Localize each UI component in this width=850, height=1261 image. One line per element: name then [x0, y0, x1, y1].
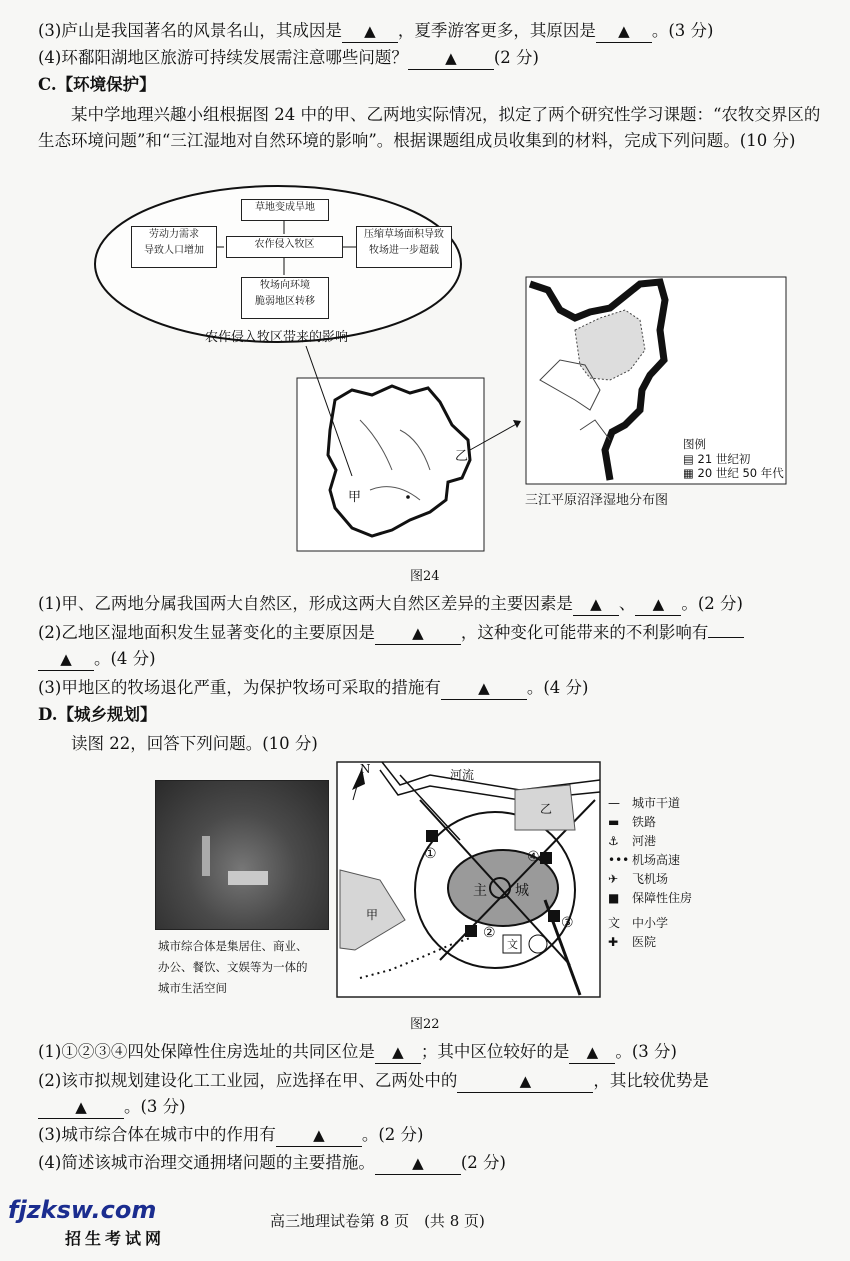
question-d1: (1)①②③④四处保障性住房选址的共同区位是 ▲ ；其中区位较好的是 ▲ 。(3 分) — [38, 1041, 677, 1064]
photo-caption-line: 城市综合体是集居住、商业、 — [158, 939, 308, 953]
photo-caption-line: 办公、餐饮、文娱等为一体的 — [158, 960, 308, 974]
wetland-legend-item: ▤ 21 世纪初 — [683, 452, 751, 466]
question-c2: (2)乙地区湿地面积发生显著变化的主要原因是 ▲ ，这种变化可能带来的不利影响有 — [38, 622, 744, 645]
river-label: 河流 — [450, 768, 475, 782]
label-jia: 甲 — [348, 490, 362, 505]
zone-jia-label: 甲 — [366, 908, 379, 922]
site-2: ② — [483, 925, 496, 941]
question-d4: (4)简述该城市治理交通拥堵问题的主要措施。 ▲ (2 分) — [38, 1152, 506, 1175]
answer-blank[interactable]: ▲ — [596, 20, 652, 43]
figure-22-caption: 图22 — [410, 1017, 440, 1032]
question-d3: (3)城市综合体在城市中的作用有 ▲ 。(2 分) — [38, 1124, 424, 1147]
section-d-title: D.【城乡规划】 — [38, 705, 157, 724]
site-4: ④ — [527, 849, 540, 865]
school-mark: 文 — [507, 938, 518, 951]
main-city-label: 城 — [515, 883, 529, 899]
photo-caption-line: 城市生活空间 — [158, 981, 227, 995]
answer-blank[interactable]: ▲ — [38, 1096, 124, 1119]
wetland-legend-item: ▦ 20 世纪 50 年代 — [683, 466, 784, 480]
answer-blank[interactable]: ▲ — [276, 1124, 362, 1147]
legend-item: ■ 保障性住房 — [608, 891, 693, 905]
wetland-legend-title: 图例 — [683, 437, 706, 451]
legend-item: 文 中小学 — [608, 916, 669, 930]
main-city-label: 主 — [473, 883, 487, 899]
map-legend — [608, 794, 692, 952]
answer-blank[interactable]: ▲ — [573, 593, 619, 616]
legend-item: ✚ 医院 — [608, 935, 657, 949]
box-labor-demand: 劳动力需求 导致人口增加 — [131, 226, 217, 268]
ellipse-caption: 农作侵入牧区带来的影响 — [205, 330, 349, 345]
question-c1: (1)甲、乙两地分属我国两大自然区，形成这两大自然区差异的主要因素是 ▲ 、 ▲ 。(2 分) — [38, 593, 743, 616]
section-d-intro: 读图 22，回答下列问题。(10 分) — [71, 734, 318, 753]
box-pasture-migration: 牧场向环境 脆弱地区转移 — [241, 277, 329, 319]
zone-yi-label: 乙 — [540, 802, 553, 816]
answer-blank[interactable]: ▲ — [635, 593, 681, 616]
site-logo-subtitle: 招生考试网 — [65, 1229, 166, 1248]
legend-item: ▬ 铁路 — [608, 815, 657, 829]
answer-blank[interactable]: ▲ — [375, 1152, 461, 1175]
question-d2-cont: ▲ 。(3 分) — [38, 1096, 186, 1119]
answer-blank[interactable]: ▲ — [408, 47, 494, 70]
question-c2-cont: ▲ 。(4 分) — [38, 648, 156, 671]
section-c-intro: 某中学地理兴趣小组根据图 24 中的甲、乙两地实际情况，拟定了两个研究性学习课题：“农牧交界区的生态环境问题”和“三江湿地对自然环境的影响”。根据课题组成员收集到的材料，完成下列问题。(10 分) — [38, 105, 821, 150]
answer-blank[interactable]: ▲ — [375, 622, 461, 645]
site-logo: fjzksw.com — [8, 1196, 157, 1224]
question-4: (4)环鄱阳湖地区旅游可持续发展需注意哪些问题？ ▲ (2 分) — [38, 47, 539, 70]
section-c-title: C.【环境保护】 — [38, 75, 156, 94]
site-3: ③ — [561, 915, 574, 931]
site-1: ① — [424, 846, 437, 862]
figure-24-caption: 图24 — [410, 569, 440, 584]
wetland-caption: 三江平原沼泽湿地分布图 — [525, 493, 669, 508]
north-label: N — [360, 762, 371, 776]
question-d2: (2)该市拟规划建设化工工业园，应选择在甲、乙两处中的 ▲ ，其比较优势是 — [38, 1070, 709, 1093]
question-3: (3)庐山是我国著名的风景名山，其成因是 ▲ ，夏季游客更多，其原因是 ▲ 。(3 分) — [38, 20, 714, 43]
answer-blank[interactable]: ▲ — [342, 20, 398, 43]
box-farming-invades-pasture: 农作侵入牧区 — [226, 236, 343, 258]
answer-blank[interactable]: ▲ — [569, 1041, 615, 1064]
page-footer: 高三地理试卷第 8 页 (共 8 页) — [270, 1212, 485, 1230]
answer-blank[interactable]: ▲ — [375, 1041, 421, 1064]
label-yi: 乙 — [455, 449, 469, 464]
legend-item: ⚓ 河港 — [608, 834, 657, 848]
question-c3: (3)甲地区的牧场退化严重，为保护牧场可采取的措施有 ▲ 。(4 分) — [38, 677, 589, 700]
box-pasture-compressed: 压缩草场面积导致 牧场进一步超载 — [356, 226, 452, 268]
legend-item: ✈ 飞机场 — [608, 872, 669, 886]
answer-blank[interactable]: ▲ — [457, 1070, 593, 1093]
answer-blank[interactable]: ▲ — [38, 648, 94, 671]
answer-blank[interactable]: ▲ — [441, 677, 527, 700]
legend-item: ••• 机场高速 — [608, 853, 681, 867]
box-grassland-to-farmland: 草地变成旱地 — [241, 199, 329, 221]
legend-item: — 城市干道 — [608, 796, 681, 810]
